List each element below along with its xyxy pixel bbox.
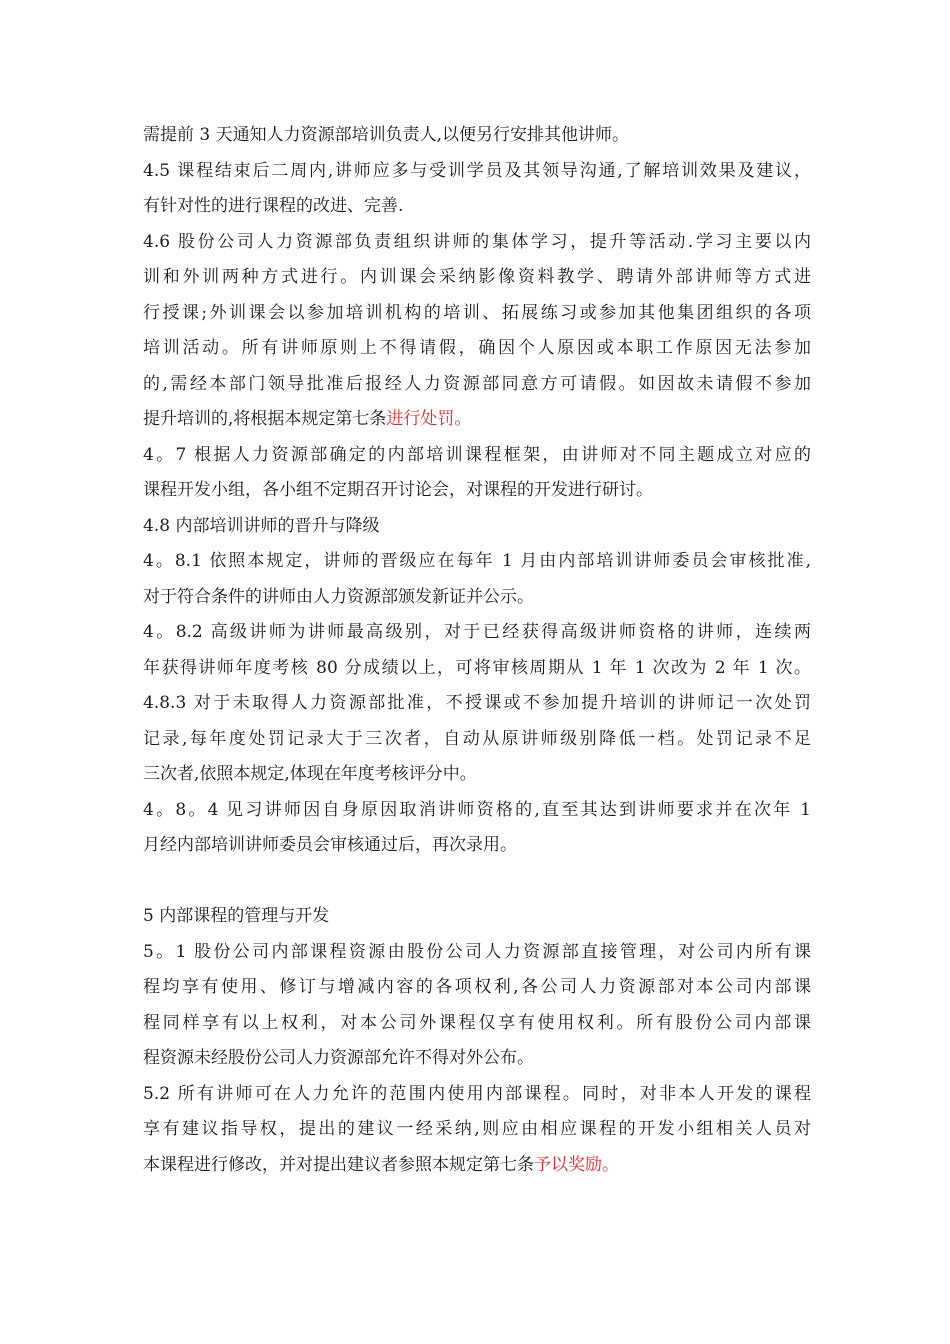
paragraph-line: 培训活动。所有讲师原则上不得请假，确因个人原因或本职工作原因无法参加 xyxy=(143,338,811,358)
paragraph-line: 程同样享有以上权利，对本公司外课程仅享有使用权利。所有股份公司内部课 xyxy=(143,1012,811,1033)
paragraph-line: 5。1 股份公司内部课程资源由股份公司人力资源部直接管理，对公司内所有课 xyxy=(143,941,811,962)
paragraph-line: 课程开发小组，各小组不定期召开讨论会，对课程的开发进行研讨。 xyxy=(143,480,653,500)
highlighted-text: 予以奖励。 xyxy=(534,1154,619,1175)
paragraph-line: 三次者,依照本规定,体现在年度考核评分中。 xyxy=(143,764,477,784)
blank-line xyxy=(143,864,811,900)
section-heading: 4.8 内部培训讲师的晋升与降级 xyxy=(143,515,380,536)
paragraph-line: 对于符合条件的讲师由人力资源部颁发新证并公示。 xyxy=(143,586,534,607)
line-text: 提升培训的,将根据本规定第七条 xyxy=(143,409,387,429)
document-body xyxy=(143,118,811,1183)
paragraph-line: 程均享有使用、修订与增减内容的各项权利,各公司人力资源部对本公司内部课 xyxy=(143,977,811,997)
paragraph-line xyxy=(143,402,811,438)
section-heading: 5 内部课程的管理与开发 xyxy=(143,906,330,926)
paragraph-line: 有针对性的进行课程的改进、完善. xyxy=(143,196,404,216)
paragraph-line: 需提前 3 天通知人力资源部培训负责人,以便另行安排其他讲师。 xyxy=(143,125,630,145)
paragraph-line: 5.2 所有讲师可在人力允许的范围内使用内部课程。同时，对非本人开发的课程 xyxy=(143,1083,811,1104)
highlighted-text: 进行处罚。 xyxy=(386,409,472,429)
paragraph-line: 享有建议指导权，提出的建议一经采纳,则应由相应课程的开发小组相关人员对 xyxy=(143,1119,811,1139)
paragraph-line: 4。8.2 高级讲师为讲师最高级别，对于已经获得高级讲师资格的讲师，连续两 xyxy=(143,622,811,642)
paragraph-line: 4.5 课程结束后二周内,讲师应多与受训学员及其领导沟通,了解培训效果及建议， xyxy=(143,160,811,181)
paragraph-line: 训和外训两种方式进行。内训课会采纳影像资料教学、聘请外部讲师等方式进 xyxy=(143,267,811,287)
paragraph-line xyxy=(143,1148,811,1184)
paragraph-line: 4.6 股份公司人力资源部负责组织讲师的集体学习，提升等活动.学习主要以内 xyxy=(143,231,811,252)
paragraph-line: 4.8.3 对于未取得人力资源部批准，不授课或不参加提升培训的讲师记一次处罚 xyxy=(143,693,811,713)
paragraph-line: 的,需经本部门领导批准后报经人力资源部同意方可请假。如因故未请假不参加 xyxy=(143,373,811,394)
line-text: 本课程进行修改，并对提出建议者参照本规定第七条 xyxy=(143,1154,534,1175)
paragraph-line: 行授课;外训课会以参加培训机构的培训、拓展练习或参加其他集团组织的各项 xyxy=(143,302,811,323)
paragraph-line: 4。8。4 见习讲师因自身原因取消讲师资格的,直至其达到讲师要求并在次年 1 xyxy=(143,799,811,820)
paragraph-line: 记录,每年度处罚记录大于三次者，自动从原讲师级别降低一档。处罚记录不足 xyxy=(143,728,811,749)
paragraph-line: 年获得讲师年度考核 80 分成绩以上，可将审核周期从 1 年 1 次改为 2 年 1 次。 xyxy=(143,657,811,678)
paragraph-line: 4。7 根据人力资源部确定的内部培训课程框架，由讲师对不同主题成立对应的 xyxy=(143,444,811,465)
paragraph-line: 月经内部培训讲师委员会审核通过后，再次录用。 xyxy=(143,835,517,855)
paragraph-line: 4。8.1 依照本规定，讲师的晋级应在每年 1 月由内部培训讲师委员会审核批准, xyxy=(143,551,811,571)
paragraph-line: 程资源未经股份公司人力资源部允许不得对外公布。 xyxy=(143,1048,534,1068)
